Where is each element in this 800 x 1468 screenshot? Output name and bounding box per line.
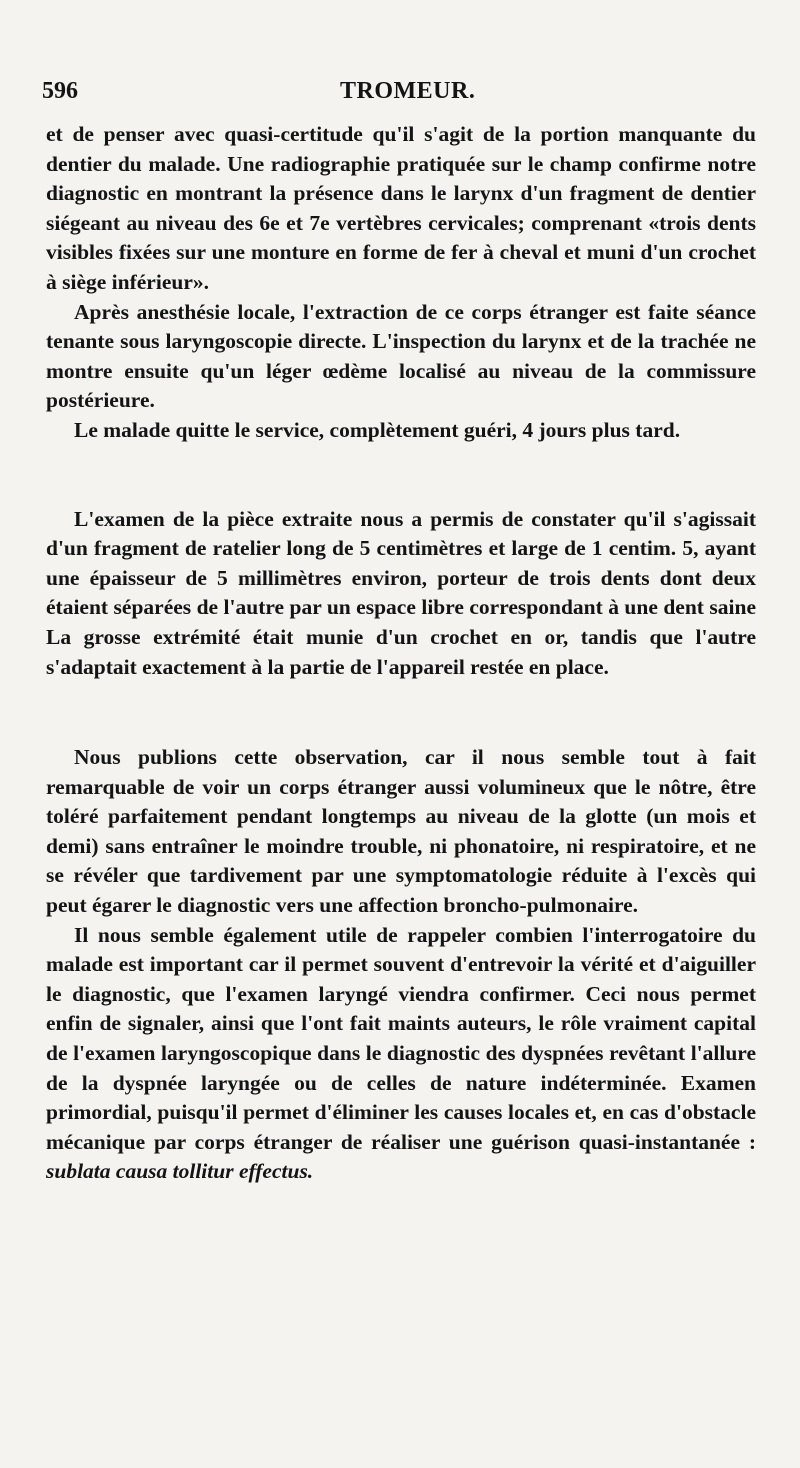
paragraph-4: L'examen de la pièce extraite nous a permis de constater qu'il s'agissait d'un fragment de ratelier long de 5 centimètres et large de 1 centim. 5, ayant une épaisseur de 5 millimètres environ, porteur de trois dents dont deux étaient séparées de l'autre par un espace libre correspondant à une dent saine La grosse extrémité était munie d'un crochet en or, tandis que l'autre s'adaptait exactement à la partie de l'appareil restée en place. bbox=[46, 506, 756, 679]
body-text bbox=[46, 120, 756, 1187]
page-number: 596 bbox=[42, 78, 78, 104]
paragraph-5: Nous publions cette observation, car il nous semble tout à fait remarquable de voir un corps étranger aussi volumineux que le nôtre, être toléré parfaitement pendant longtemps au niveau de la glotte (un mois et demi) sans entraîner le moindre trouble, ni phonatoire, ni respiratoire, et ne se révéler que tardivement par une symptomatologie réduite à l'excès qui peut égarer le diagnostic vers une affection broncho-pulmonaire. bbox=[46, 745, 756, 918]
section-gap bbox=[46, 446, 756, 505]
paragraph-6-text: Il nous semble également utile de rappeler combien l'interrogatoire du malade est important car il permet souvent d'entrevoir la vérité et d'aiguiller le diagnostic, que l'examen laryngé viendra confirmer. Ceci nous permet enfin de signaler, ainsi que l'ont fait maints auteurs, le rôle vraiment capital de l'examen laryngoscopique dans le diagnostic des dyspnées revêtant l'allure de la dyspnée laryngée ou de celles de nature indéterminée. Examen primordial, puisqu'il permet d'éliminer les causes locales et, en cas d'obstacle mécanique par corps étranger de réaliser une guérison quasi-instantanée : bbox=[46, 922, 756, 1154]
paragraph-3: Le malade quitte le service, complètement guéri, 4 jours plus tard. bbox=[74, 417, 681, 442]
paragraph-6 bbox=[46, 921, 756, 1187]
latin-quote: sublata causa tollitur effectus. bbox=[46, 1159, 314, 1184]
paragraph-1: et de penser avec quasi-certitude qu'il s'agit de la portion manquante du dentier du malade. Une radiographie pratiquée sur le champ confirme notre diagnostic en montrant la présence dans le larynx d'un fragment de dentier siégeant au niveau des 6e et 7e vertèbres cervicales; comprenant «trois dents visibles fixées sur une monture en forme de fer à cheval et muni d'un crochet à siège inférieur». bbox=[46, 122, 756, 294]
page-header bbox=[42, 78, 758, 108]
paragraph-2: Après anesthésie locale, l'extraction de ce corps étranger est faite séance tenante sous laryngoscopie directe. L'inspection du larynx et de la trachée ne montre ensuite qu'un léger œdème localisé au niveau de la commissure postérieure. bbox=[46, 299, 756, 413]
running-title: TROMEUR. bbox=[340, 78, 476, 104]
section-gap bbox=[46, 682, 756, 743]
